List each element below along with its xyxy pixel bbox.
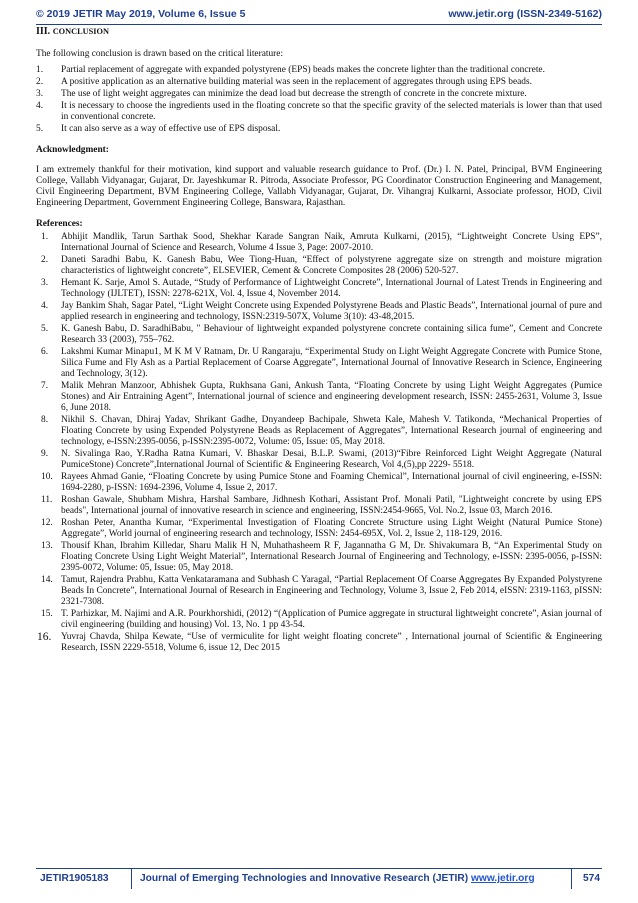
conclusion-item-number: 1. [36, 65, 44, 75]
reference-number: 14. [41, 575, 53, 585]
reference-number: 1. [41, 232, 49, 242]
reference-text: K. Ganesh Babu, D. SaradhiBabu, " Behaviour of lightweight expanded polystyrene concrete containing silica fume”, Cement and Concrete Research 33 (2003), 755–762. [61, 324, 602, 345]
reference-text: T. Parhizkar, M. Najimi and A.R. Pourkhorshidi, (2012) “(Application of Pumice aggregate in structural lightweight concrete”, Asian journal of civil engineering (building and housing) Vol. 13, No. 1 pp 43-54. [61, 609, 602, 630]
footer-paper-code: JETIR1905183 [40, 873, 109, 884]
footer-journal-name: Journal of Emerging Technologies and Innovative Research (JETIR) [140, 873, 469, 884]
references-list [36, 232, 602, 654]
conclusion-item-number: 3. [36, 89, 44, 99]
reference-number: 2. [41, 255, 49, 265]
reference-number: 6. [41, 347, 49, 357]
main-content [36, 26, 602, 655]
conclusion-list [36, 65, 602, 135]
reference-item [36, 232, 602, 254]
reference-item [36, 632, 602, 654]
reference-text: Lakshmi Kumar Minapu1, M K M V Ratnam, Dr. U Rangaraju, “Experimental Study on Light Weight Aggregate Concrete with Pumice Stone, Silica Fume and Fly Ash as a Partial Replacement of Coarse Aggregate”, International Journal of Innovative Research in Science, Engineering and Technology, 3(12). [61, 347, 602, 379]
conclusion-item [36, 124, 602, 135]
reference-item [36, 541, 602, 574]
reference-item [36, 381, 602, 414]
conclusion-item-text: Partial replacement of aggregate with expanded polystyrene (EPS) beads makes the concrete lighter than the traditional concrete. [61, 65, 545, 75]
reference-text: Tamut, Rajendra Prabhu, Katta Venkataramana and Subhash C Yaragal, “Partial Replacement Of Coarse Aggregates By Expanded Polystyrene Beads In Concrete”, International Journal of Research in Engineering and Technology, Volume 3, Issue 2, Feb 2014, eISSN: 2319-1163, pISSN: 2321-7308. [61, 575, 602, 607]
reference-number: 9. [41, 449, 49, 459]
conclusion-item-text: The use of light weight aggregates can minimize the dead load but decrease the strength of concrete in the concrete mixture. [61, 89, 527, 99]
conclusion-item-text: It can also serve as a way of effective use of EPS disposal. [61, 124, 281, 134]
reference-item [36, 278, 602, 300]
reference-text: Nikhil S. Chavan, Dhiraj Yadav, Shrikant Gadhe, Dnyandeep Bachipale, Shweta Kale, Mahesh V. Tatikonda, “Mechanical Properties of Floating Concrete by using Expended Polystyrene Beads as Replacement of Aggregates”, International Research journal of engineering and technology, e-ISSN:2395-0056, p-ISSN:2395-0072, Volume: 05, Issue: 05, May 2018. [61, 415, 602, 447]
section-number: III. [36, 26, 51, 37]
conclusion-item [36, 77, 602, 88]
reference-number: 11. [41, 495, 53, 505]
header-website-issn: www.jetir.org (ISSN-2349-5162) [448, 8, 602, 20]
references-heading: References: [36, 219, 83, 229]
acknowledgment-text: I am extremely thankful for their motivation, kind support and valuable research guidance to Prof. (Dr.) I. N. Patel, Principal, BVM Engineering College, Vallabh Vidyanagar, Gujarat, Dr. Jayeshkumar R. Pitroda, Associate Professor, PG Coordinator Construction Engineering and Management, Civil Engineering Department, BVM Engineering College, Vallabh Vidyanagar, Gujarat, Dr. Vihangraj Kulkarni, Associate professor, HOD, Civil Engineering Department, Government Engineering College, Banswara, Rajasthan. [36, 165, 602, 208]
reference-item [36, 609, 602, 631]
reference-text: Yuvraj Chavda, Shilpa Kewate, “Use of vermiculite for light weight floating concrete” , International journal of Scientific & Engineering Research, ISSN 2229-5518, Volume 6, issue 12, Dec 2015 [61, 632, 602, 653]
reference-text: Rayees Ahmad Ganie, “Floating Concrete by using Pumice Stone and Foaming Chemical”, International journal of civil engineering, e-ISSN: 1694-2280, p-ISSN: 1694-2396, Volume 4, Issue 2, 2017. [61, 472, 602, 493]
conclusion-item-number: 4. [36, 101, 44, 111]
reference-number: 13. [41, 541, 53, 551]
reference-number: 12. [41, 518, 53, 528]
reference-item [36, 495, 602, 517]
reference-number: 5. [41, 324, 49, 334]
reference-text: N. Sivalinga Rao, Y.Radha Ratna Kumari, V. Bhaskar Desai, B.L.P. Swami, (2013)“Fibre Reinforced Light Weight Aggregate (Natural PumiceStone) Concrete”,International Journal of Scientific & Engineering Research, Vol 4,(5),pp 2229- 5518. [61, 449, 602, 470]
page-number: 574 [583, 873, 600, 884]
conclusion-intro: The following conclusion is drawn based on the critical literature: [36, 49, 284, 59]
running-header [36, 5, 602, 25]
reference-item [36, 518, 602, 540]
section-title: CONCLUSION [52, 27, 109, 36]
conclusion-item [36, 89, 602, 100]
reference-number: 8. [41, 415, 49, 425]
reference-number: 4. [41, 301, 49, 311]
reference-item [36, 301, 602, 323]
header-journal-info: © 2019 JETIR May 2019, Volume 6, Issue 5 [36, 8, 246, 20]
reference-text: Abhijit Mandlik, Tarun Sarthak Sood, Shekhar Karade Sangran Naik, Amruta Kulkarni, (2015), “Lightweight Concrete Using EPS”, International Journal of Science and Research, Volume 4 Issue 3, Page: 2007-2010. [61, 232, 602, 253]
reference-text: Malik Mehran Manzoor, Abhishek Gupta, Rukhsana Gani, Ankush Tanta, “Floating Concrete by using Light Weight Aggregates (Pumice Stones) and Air Entraining Agent”, International journal of science and engineering development research, ISSN: 2455-2631, Volume 3, Issue 6, June 2018. [61, 381, 602, 413]
conclusion-item-number: 5. [36, 124, 44, 134]
reference-number: 10. [41, 472, 53, 482]
conclusion-item [36, 65, 602, 76]
reference-item [36, 575, 602, 608]
acknowledgment-heading: Acknowledgment: [36, 145, 109, 155]
reference-item [36, 347, 602, 380]
reference-item [36, 472, 602, 494]
reference-item [36, 415, 602, 448]
reference-text: Hemant K. Sarje, Amol S. Autade, “Study of Performance of Lightweight Concrete”, International Journal of Latest Trends in Engineering and Technology (IJLTET), ISSN: 2278-621X, Vol. 4, Issue 4, November 2014. [61, 278, 602, 299]
reference-text: Daneti Saradhi Babu, K. Ganesh Babu, Wee Tiong-Huan, “Effect of polystyrene aggregate size on strength and moisture migration characteristics of lightweight concrete”, ELSEVIER, Cement & Concrete Composites 28 (2006) 520-527. [61, 255, 602, 276]
footer-journal [140, 873, 535, 884]
reference-item [36, 255, 602, 277]
conclusion-item-number: 2. [36, 77, 44, 87]
footer-website-link[interactable]: www.jetir.org [470, 873, 535, 884]
reference-text: Jay Bankim Shah, Sagar Patel, “Light Weight Concrete using Expended Polystyrene Beads and Plastic Beads”, International journal of pure and applied research in engineering and technology, ISSN:2319-507X, Volume 3(10): 43-48,2015. [61, 301, 602, 322]
section-heading-conclusion [36, 26, 602, 37]
reference-text: Roshan Peter, Anantha Kumar, “Experimental Investigation of Floating Concrete Structure using Light Weight (Natural Pumice Stone) Aggregate”, World journal of engineering research and technology, ISSN: 2454-695X, Vol. 2, Issue 2, 118-129, 2016. [61, 518, 602, 539]
reference-item [36, 449, 602, 471]
reference-number: 15. [41, 609, 53, 619]
reference-number: 7. [41, 381, 49, 391]
reference-number: 16. [37, 631, 52, 643]
footer-divider [131, 869, 132, 889]
reference-text: Roshan Gawale, Shubham Mishra, Harshal Sambare, Jidhnesh Kothari, Assistant Prof. Monali Patil, "Lightweight concrete by using EPS beads", International journal of innovative research in science and engineering, ISSN:2454-9665, Vol. No.2, Issue 03, March 2016. [61, 495, 602, 516]
conclusion-item-text: A positive application as an alternative building material was seen in the replacement of aggregates through using EPS beads. [61, 77, 532, 87]
reference-item [36, 324, 602, 346]
conclusion-item-text: It is necessary to choose the ingredients used in the floating concrete so that the specific gravity of the selected materials is lower than that used in conventional concrete. [61, 101, 602, 122]
reference-number: 3. [41, 278, 49, 288]
reference-text: Thousif Khan, Ibrahim Killedar, Sharu Malik H N, Muhathasheem R F, Jagannatha G M, Dr. Shivakumara B, “An Experimental Study on Floating Concrete Using Light Weight Material”, International Research Journal of Engineering and Technology, e-ISSN: 2395-0056, p-ISSN: 2395-0072, Volume: 05, Issue: 05, May 2018. [61, 541, 602, 573]
footer-divider [571, 869, 572, 889]
conclusion-item [36, 101, 602, 123]
running-footer [36, 868, 602, 889]
